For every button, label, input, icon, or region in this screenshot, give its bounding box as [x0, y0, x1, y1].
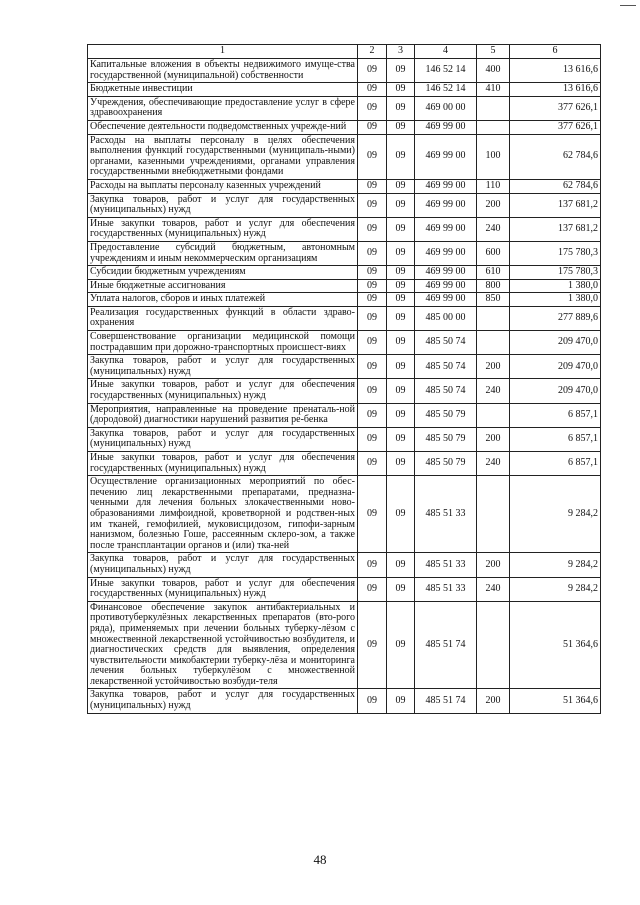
expense-type-cell [477, 96, 510, 120]
header-cell-1: 1 [88, 45, 358, 59]
row-name-cell: Иные закупки товаров, работ и услуг для обеспечения государственных (муниципальных) нужд [88, 452, 358, 476]
amount-cell: 9 284,2 [510, 476, 601, 553]
table-row [88, 601, 601, 689]
row-name-cell: Иные закупки товаров, работ и услуг для обеспечения государственных (муниципальных) нужд [88, 577, 358, 601]
table-row [88, 83, 601, 97]
row-name-cell: Совершенствование организации медицинской помощи пострадавшим при дорожно-транспортных происшест-виях [88, 331, 358, 355]
target-code-cell: 469 99 00 [415, 120, 477, 134]
budget-table [87, 44, 601, 714]
row-name-cell: Закупка товаров, работ и услуг для государственных (муниципальных) нужд [88, 427, 358, 451]
target-code-cell: 485 51 33 [415, 476, 477, 553]
target-code-cell: 469 99 00 [415, 193, 477, 217]
header-cell-6: 6 [510, 45, 601, 59]
section-cell: 09 [358, 403, 387, 427]
target-code-cell: 485 50 74 [415, 331, 477, 355]
amount-cell: 51 364,6 [510, 601, 601, 689]
table-row [88, 553, 601, 577]
subsection-cell: 09 [387, 306, 415, 330]
subsection-cell: 09 [387, 266, 415, 280]
table-row [88, 403, 601, 427]
subsection-cell: 09 [387, 83, 415, 97]
table-row [88, 193, 601, 217]
expense-type-cell: 110 [477, 179, 510, 193]
amount-cell: 6 857,1 [510, 403, 601, 427]
row-name-cell: Финансовое обеспечение закупок антибактериальных и противотуберкулёзных лекарственных препаратов (вто-рого ряда), применяемых при лечении больных туберку-лёзом с множественной лекарственной устойчивостью возбудителя, и диагностических средств для выявления, определения чувствительности микобактерии туберку-лёза и мониторинга лечения больных туберкулёзом с множественной лекарственной устойчивостью возбуди-теля [88, 601, 358, 689]
table-row [88, 293, 601, 307]
amount-cell: 6 857,1 [510, 427, 601, 451]
amount-cell: 6 857,1 [510, 452, 601, 476]
table-row [88, 331, 601, 355]
subsection-cell: 09 [387, 577, 415, 601]
target-code-cell: 469 99 00 [415, 134, 477, 179]
target-code-cell: 485 51 74 [415, 689, 477, 713]
subsection-cell: 09 [387, 355, 415, 379]
table-row [88, 217, 601, 241]
target-code-cell: 469 99 00 [415, 217, 477, 241]
section-cell: 09 [358, 134, 387, 179]
target-code-cell: 485 50 79 [415, 403, 477, 427]
amount-cell: 9 284,2 [510, 577, 601, 601]
header-cell-3: 3 [387, 45, 415, 59]
section-cell: 09 [358, 689, 387, 713]
subsection-cell: 09 [387, 379, 415, 403]
subsection-cell: 09 [387, 179, 415, 193]
expense-type-cell: 410 [477, 83, 510, 97]
table-row [88, 427, 601, 451]
target-code-cell: 485 51 33 [415, 577, 477, 601]
table-row [88, 476, 601, 553]
subsection-cell: 09 [387, 134, 415, 179]
target-code-cell: 146 52 14 [415, 59, 477, 83]
expense-type-cell: 240 [477, 379, 510, 403]
subsection-cell: 09 [387, 476, 415, 553]
section-cell: 09 [358, 331, 387, 355]
subsection-cell: 09 [387, 279, 415, 293]
table-row [88, 59, 601, 83]
table-row [88, 279, 601, 293]
target-code-cell: 469 99 00 [415, 179, 477, 193]
row-name-cell: Капитальные вложения в объекты недвижимого имуще-ства государственной (муниципальной) собственности [88, 59, 358, 83]
section-cell: 09 [358, 217, 387, 241]
row-name-cell: Иные закупки товаров, работ и услуг для обеспечения государственных (муниципальных) нужд [88, 217, 358, 241]
table-row [88, 134, 601, 179]
expense-type-cell: 100 [477, 134, 510, 179]
expense-type-cell: 850 [477, 293, 510, 307]
table-row [88, 306, 601, 330]
amount-cell: 13 616,6 [510, 59, 601, 83]
expense-type-cell: 610 [477, 266, 510, 280]
row-name-cell: Закупка товаров, работ и услуг для государственных (муниципальных) нужд [88, 553, 358, 577]
subsection-cell: 09 [387, 96, 415, 120]
table-row [88, 577, 601, 601]
subsection-cell: 09 [387, 553, 415, 577]
expense-type-cell: 240 [477, 217, 510, 241]
expense-type-cell: 800 [477, 279, 510, 293]
section-cell: 09 [358, 120, 387, 134]
row-name-cell: Обеспечение деятельности подведомственных учрежде-ний [88, 120, 358, 134]
section-cell: 09 [358, 279, 387, 293]
page-number: 48 [313, 852, 327, 867]
expense-type-cell: 240 [477, 577, 510, 601]
amount-cell: 175 780,3 [510, 241, 601, 265]
expense-type-cell: 400 [477, 59, 510, 83]
section-cell: 09 [358, 306, 387, 330]
amount-cell: 209 470,0 [510, 331, 601, 355]
subsection-cell: 09 [387, 293, 415, 307]
expense-type-cell [477, 120, 510, 134]
target-code-cell: 469 99 00 [415, 279, 477, 293]
expense-type-cell [477, 306, 510, 330]
section-cell: 09 [358, 355, 387, 379]
amount-cell: 209 470,0 [510, 355, 601, 379]
expense-type-cell: 600 [477, 241, 510, 265]
expense-type-cell: 200 [477, 355, 510, 379]
expense-type-cell: 200 [477, 553, 510, 577]
table-header-row [88, 45, 601, 59]
amount-cell: 137 681,2 [510, 217, 601, 241]
subsection-cell: 09 [387, 217, 415, 241]
table-row [88, 266, 601, 280]
section-cell: 09 [358, 553, 387, 577]
section-cell: 09 [358, 96, 387, 120]
amount-cell: 377 626,1 [510, 96, 601, 120]
table-row [88, 179, 601, 193]
amount-cell: 51 364,6 [510, 689, 601, 713]
table-row [88, 96, 601, 120]
target-code-cell: 485 51 74 [415, 601, 477, 689]
header-cell-4: 4 [415, 45, 477, 59]
target-code-cell: 485 50 79 [415, 452, 477, 476]
subsection-cell: 09 [387, 689, 415, 713]
section-cell: 09 [358, 379, 387, 403]
amount-cell: 137 681,2 [510, 193, 601, 217]
subsection-cell: 09 [387, 120, 415, 134]
amount-cell: 175 780,3 [510, 266, 601, 280]
table-row [88, 452, 601, 476]
row-name-cell: Закупка товаров, работ и услуг для государственных (муниципальных) нужд [88, 355, 358, 379]
expense-type-cell: 200 [477, 427, 510, 451]
target-code-cell: 485 00 00 [415, 306, 477, 330]
row-name-cell: Учреждения, обеспечивающие предоставление услуг в сфере здравоохранения [88, 96, 358, 120]
amount-cell: 62 784,6 [510, 134, 601, 179]
row-name-cell: Осуществление организационных мероприятий по обес-печению лиц лекарственными препаратами, предназна-ченными для лечения больных злокачественными ново-образованиями лимфоидной, кроветворной и родствен-ных им тканей, гемофилией, муковисцидозом, гипофи-зарным нанизмом, болезнью Гоше, рассеянным склеро-зом, а также после трансплантации органов и (или) тка-ней [88, 476, 358, 553]
table-row [88, 379, 601, 403]
expense-type-cell: 200 [477, 193, 510, 217]
amount-cell: 377 626,1 [510, 120, 601, 134]
expense-type-cell [477, 331, 510, 355]
section-cell: 09 [358, 452, 387, 476]
subsection-cell: 09 [387, 59, 415, 83]
amount-cell: 1 380,0 [510, 279, 601, 293]
section-cell: 09 [358, 577, 387, 601]
target-code-cell: 485 51 33 [415, 553, 477, 577]
target-code-cell: 485 50 79 [415, 427, 477, 451]
row-name-cell: Расходы на выплаты персоналу казенных учреждений [88, 179, 358, 193]
header-cell-2: 2 [358, 45, 387, 59]
section-cell: 09 [358, 59, 387, 83]
subsection-cell: 09 [387, 403, 415, 427]
table-row [88, 689, 601, 713]
row-name-cell: Иные бюджетные ассигнования [88, 279, 358, 293]
target-code-cell: 469 99 00 [415, 293, 477, 307]
section-cell: 09 [358, 293, 387, 307]
amount-cell: 277 889,6 [510, 306, 601, 330]
expense-type-cell [477, 601, 510, 689]
target-code-cell: 469 99 00 [415, 241, 477, 265]
target-code-cell: 485 50 74 [415, 379, 477, 403]
row-name-cell: Закупка товаров, работ и услуг для государственных (муниципальных) нужд [88, 193, 358, 217]
subsection-cell: 09 [387, 427, 415, 451]
amount-cell: 9 284,2 [510, 553, 601, 577]
target-code-cell: 485 50 74 [415, 355, 477, 379]
amount-cell: 62 784,6 [510, 179, 601, 193]
row-name-cell: Бюджетные инвестиции [88, 83, 358, 97]
expense-type-cell [477, 476, 510, 553]
section-cell: 09 [358, 193, 387, 217]
section-cell: 09 [358, 601, 387, 689]
table-row [88, 120, 601, 134]
target-code-cell: 469 00 00 [415, 96, 477, 120]
section-cell: 09 [358, 241, 387, 265]
row-name-cell: Уплата налогов, сборов и иных платежей [88, 293, 358, 307]
row-name-cell: Субсидии бюджетным учреждениям [88, 266, 358, 280]
row-name-cell: Предоставление субсидий бюджетным, автономным учреждениям и иным некоммерческим организациям [88, 241, 358, 265]
section-cell: 09 [358, 83, 387, 97]
target-code-cell: 146 52 14 [415, 83, 477, 97]
subsection-cell: 09 [387, 601, 415, 689]
amount-cell: 1 380,0 [510, 293, 601, 307]
subsection-cell: 09 [387, 241, 415, 265]
section-cell: 09 [358, 179, 387, 193]
section-cell: 09 [358, 266, 387, 280]
expense-type-cell: 200 [477, 689, 510, 713]
row-name-cell: Мероприятия, направленные на проведение пренаталь-ной (дородовой) диагностики нарушений развития ре-бенка [88, 403, 358, 427]
amount-cell: 13 616,6 [510, 83, 601, 97]
subsection-cell: 09 [387, 193, 415, 217]
amount-cell: 209 470,0 [510, 379, 601, 403]
corner-mark [620, 5, 636, 6]
expense-type-cell: 240 [477, 452, 510, 476]
table-row [88, 355, 601, 379]
section-cell: 09 [358, 476, 387, 553]
expense-type-cell [477, 403, 510, 427]
subsection-cell: 09 [387, 452, 415, 476]
header-cell-5: 5 [477, 45, 510, 59]
target-code-cell: 469 99 00 [415, 266, 477, 280]
row-name-cell: Расходы на выплаты персоналу в целях обеспечения выполнения функций государственными (муниципаль-ными) органами, казенными учреждениями, органами управления государственными внебюджетными фондами [88, 134, 358, 179]
row-name-cell: Реализация государственных функций в области здраво-охранения [88, 306, 358, 330]
subsection-cell: 09 [387, 331, 415, 355]
row-name-cell: Закупка товаров, работ и услуг для государственных (муниципальных) нужд [88, 689, 358, 713]
table-row [88, 241, 601, 265]
section-cell: 09 [358, 427, 387, 451]
row-name-cell: Иные закупки товаров, работ и услуг для обеспечения государственных (муниципальных) нужд [88, 379, 358, 403]
